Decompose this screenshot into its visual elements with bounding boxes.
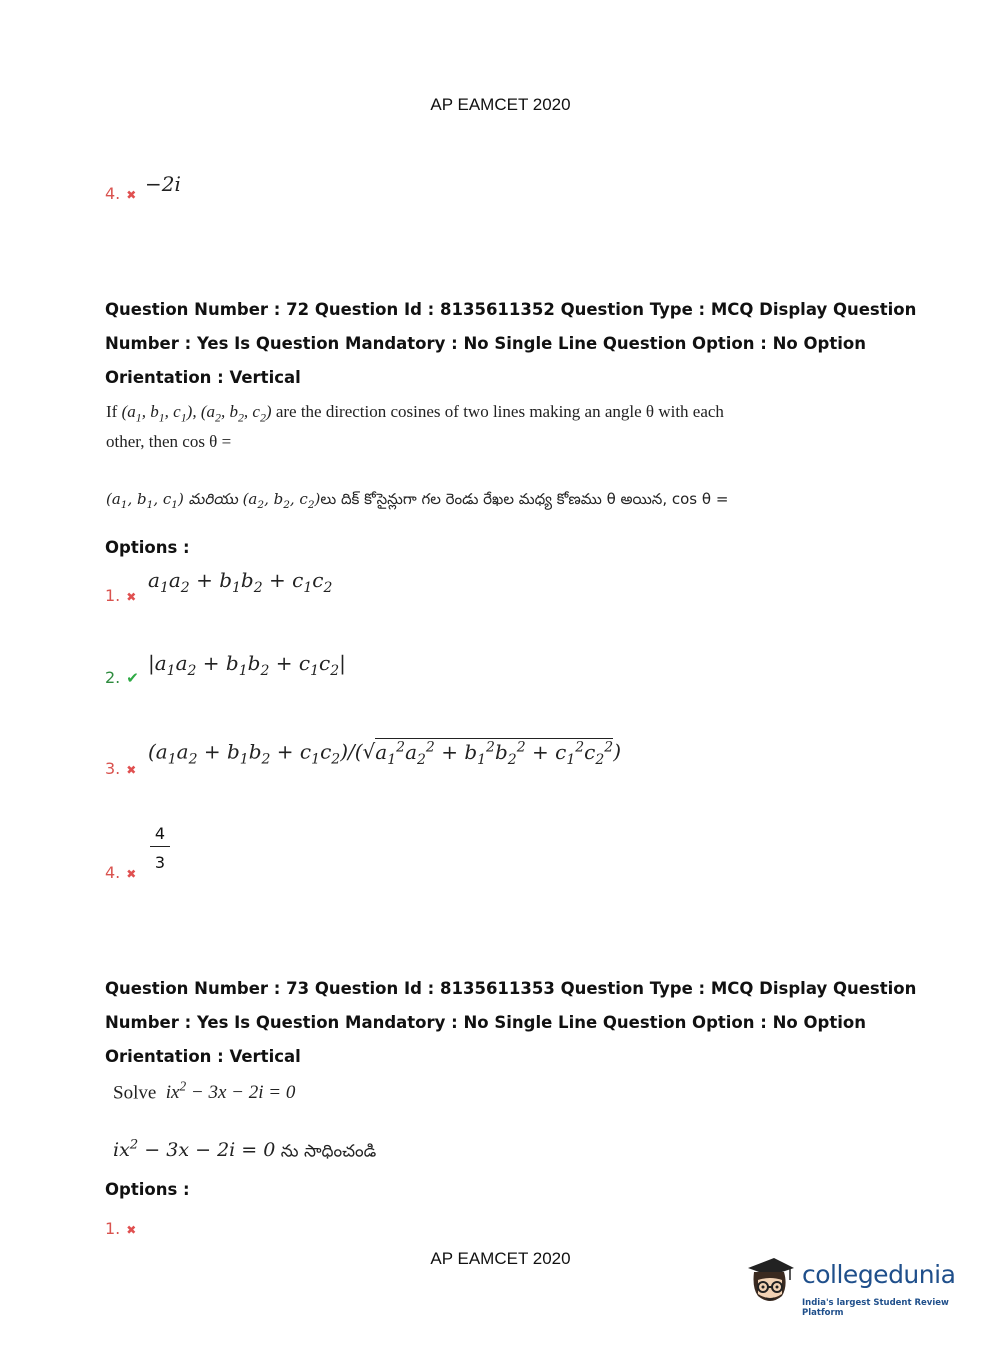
q73-solve-word: Solve xyxy=(113,1082,157,1104)
q72-telugu-text: లు దిక్ కోసైన్లుగా గల రెండు రేఖల మధ్య కోణము θ అయిన, cos θ = xyxy=(320,490,729,508)
q72-meta-line-2: Number : Yes Is Question Mandatory : No Single Line Question Option : No Option xyxy=(105,334,866,353)
q73-english-line: Solve $ix^2 - 3x - 2i = 0$ xyxy=(113,1079,296,1104)
fraction-denominator: 3 xyxy=(154,853,166,872)
cross-icon: ✖ xyxy=(126,188,137,202)
option-number: 2. xyxy=(105,668,121,687)
q72-option-2 xyxy=(105,668,139,687)
check-icon: ✔ xyxy=(126,669,139,687)
q72-meta xyxy=(105,293,917,395)
q73-meta xyxy=(105,972,917,1074)
q73-meta-line-2: Number : Yes Is Question Mandatory : No Single Line Question Option : No Option xyxy=(105,1013,866,1032)
option-number: 1. xyxy=(105,1219,121,1238)
option-number: 4. xyxy=(105,863,121,882)
q72-options-label: Options : xyxy=(105,538,190,557)
q73-meta-line-1: Question Number : 73 Question Id : 8135611353 Question Type : MCQ Display Question xyxy=(105,979,917,998)
q73-telugu-text: ను సాధించండి xyxy=(280,1141,377,1162)
option-number: 4. xyxy=(105,184,121,203)
student-mascot-icon xyxy=(744,1254,796,1310)
q72-option-4-fraction xyxy=(150,824,170,872)
page-header: AP EAMCET 2020 xyxy=(430,95,571,114)
q72-telugu-line: ($a_1$, $b_1$, $c_1$) మరియు ($a_2$, $b_2$, $c_2)లు$ దిక్ కోసైన్లుగా గల రెండు రేఖల మధ్య కోణము θ అయిన, cos θ = xyxy=(106,490,729,511)
option-number: 3. xyxy=(105,759,121,778)
q72-option-3-expr: $(a_1a_2 + b_1b_2 + c_1c_2)/(√a_1^2a_2^2 + b_1^2b_2^2 + c_1^2c_2^2)$ xyxy=(148,739,622,768)
q72-option-1-expr: $a_1a_2 + b_1b_2 + c_1c_2$ xyxy=(148,568,333,596)
q72-option-2-expr: $|a_1a_2 + b_1b_2 + c_1c_2|$ xyxy=(148,651,346,679)
cross-icon: ✖ xyxy=(126,763,137,777)
q73-meta-line-3: Orientation : Vertical xyxy=(105,1047,301,1066)
q72-english-line-1: If ($a_1$, $b_1$, $c_1$), ($a_2$, $b_2$, $c_2$) are the direction cosines of two lines making an angle θ with each xyxy=(106,402,724,425)
q72-meta-line-1: Question Number : 72 Question Id : 8135611352 Question Type : MCQ Display Question xyxy=(105,300,917,319)
logo-name: collegedunia xyxy=(802,1260,956,1289)
cross-icon: ✖ xyxy=(126,1223,137,1237)
q73-telugu-line: $ix^2 - 3x - 2i = 0$ ను సాధించండి xyxy=(113,1138,377,1162)
q72-option-3 xyxy=(105,759,136,778)
q72-english-line-1-text: are the direction cosines of two lines making an angle θ with each xyxy=(275,402,724,421)
collegedunia-logo xyxy=(740,1250,970,1320)
cross-icon: ✖ xyxy=(126,867,137,881)
prev-option-4 xyxy=(105,184,136,203)
cross-icon: ✖ xyxy=(126,590,137,604)
q73-option-1 xyxy=(105,1219,136,1238)
q72-english-line-2: other, then cos θ = xyxy=(106,432,232,451)
fraction-numerator: 4 xyxy=(150,824,170,847)
logo-tagline: India's largest Student Review Platform xyxy=(802,1298,949,1318)
q72-option-4 xyxy=(105,863,136,882)
option-number: 1. xyxy=(105,586,121,605)
q72-meta-line-3: Orientation : Vertical xyxy=(105,368,301,387)
prev-option-4-text: −2i xyxy=(145,172,181,196)
page-footer: AP EAMCET 2020 xyxy=(430,1249,571,1268)
q73-options-label: Options : xyxy=(105,1180,190,1199)
q72-option-1 xyxy=(105,586,136,605)
